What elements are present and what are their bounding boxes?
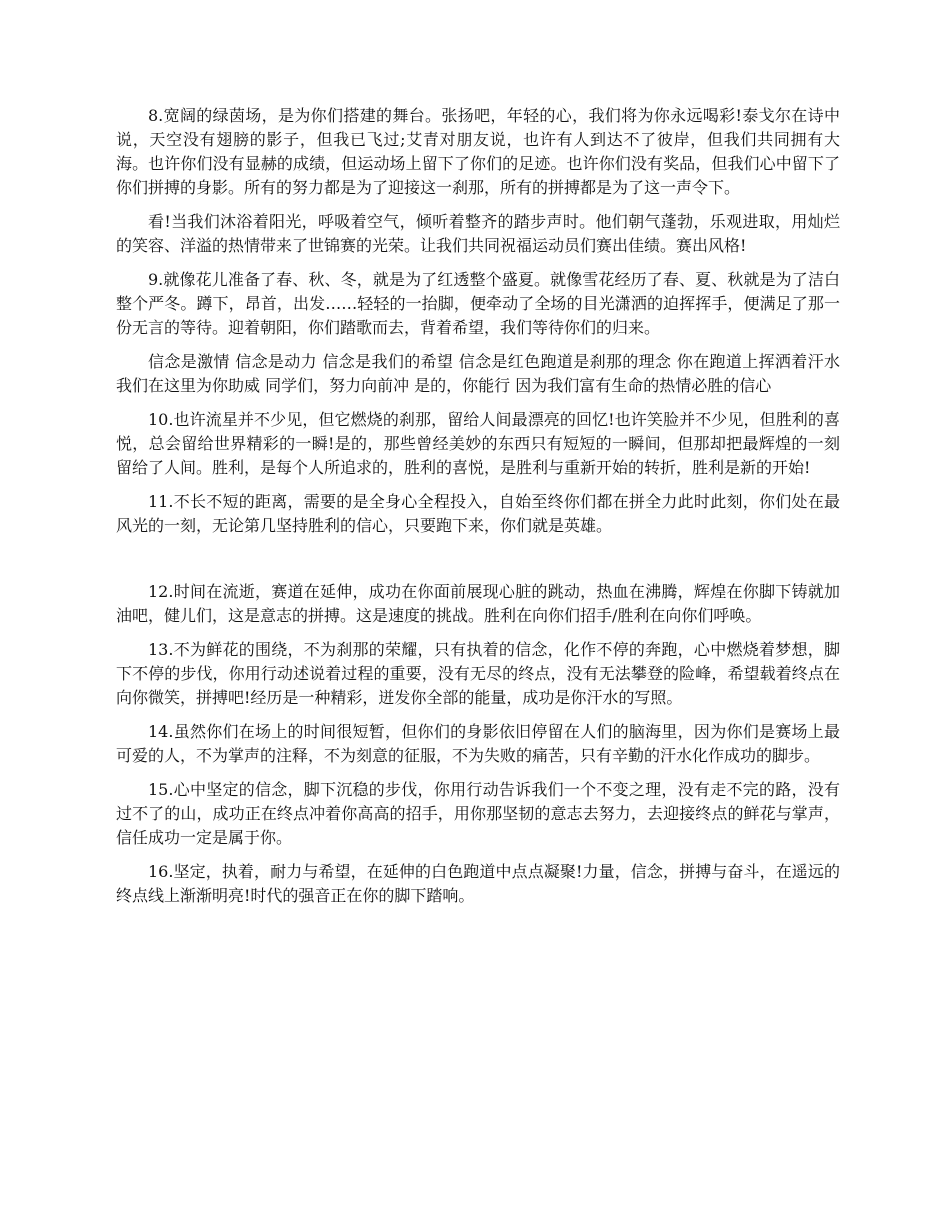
paragraph-10: 10.也许流星并不少见，但它燃烧的刹那，留给人间最漂亮的回忆!也许笑脸并不少见，但胜利的喜悦，总会留给世界精彩的一瞬!是的，那些曾经美妙的东西只有短短的一瞬间，但那却把最辉煌的一刻留给了人间。胜利，是每个人所追求的，胜利的喜悦，是胜利与重新开始的转折，胜利是新的开始! — [116, 410, 840, 477]
paragraph-12: 12.时间在流逝，赛道在延伸，成功在你面前展现心脏的跳动，热血在沸腾，辉煌在你脚下铸就加油吧，健儿们，这是意志的拼搏。这是速度的挑战。胜利在向你们招手/胜利在向你们呼唤。 — [116, 582, 840, 625]
paragraph-cheer: 看!当我们沐浴着阳光，呼吸着空气，倾听着整齐的踏步声时。他们朝气蓬勃，乐观进取，用灿烂的笑容、洋溢的热情带来了世锦赛的光荣。让我们共同祝福运动员们赛出佳绩。赛出风格! — [116, 212, 840, 255]
paragraph-16: 16.坚定，执着，耐力与希望，在延伸的白色跑道中点点凝聚!力量，信念，拼搏与奋斗，在遥远的终点线上渐渐明亮!时代的强音正在你的脚下踏响。 — [116, 862, 840, 905]
paragraph-8: 8.宽阔的绿茵场，是为你们搭建的舞台。张扬吧，年轻的心，我们将为你永远喝彩!泰戈尔在诗中说，天空没有翅膀的影子，但我已飞过;艾青对朋友说，也许有人到达不了彼岸，但我们共同拥有大海。也许你们没有显赫的成绩，但运动场上留下了你们的足迹。也许你们没有奖品，但我们心中留下了你们拼搏的身影。所有的努力都是为了迎接这一刹那，所有的拼搏都是为了这一声令下。 — [116, 106, 840, 197]
paragraph-11: 11.不长不短的距离，需要的是全身心全程投入，自始至终你们都在拼全力此时此刻，你们处在最风光的一刻，无论第几坚持胜利的信心，只要跑下来，你们就是英雄。 — [116, 492, 840, 535]
paragraph-14: 14.虽然你们在场上的时间很短暂，但你们的身影依旧停留在人们的脑海里，因为你们是赛场上最可爱的人，不为掌声的注释，不为刻意的征服，不为失败的痛苦，只有辛勤的汗水化作成功的脚步。 — [116, 722, 840, 765]
paragraph-9: 9.就像花儿准备了春、秋、冬，就是为了红透整个盛夏。就像雪花经历了春、夏、秋就是为了洁白整个严冬。蹲下，昂首，出发……轻轻的一抬脚，便牵动了全场的目光潇洒的迫挥挥手，便满足了那一份无言的等待。迎着朝阳，你们踏歌而去，背着希望，我们等待你们的归来。 — [116, 270, 840, 337]
paragraph-15: 15.心中坚定的信念，脚下沉稳的步伐，你用行动告诉我们一个不变之理，没有走不完的路，没有过不了的山，成功正在终点冲着你高高的招手，用你那坚韧的意志去努力，去迎接终点的鲜花与掌声，信任成功一定是属于你。 — [116, 780, 840, 847]
document-page — [116, 104, 840, 918]
paragraph-13: 13.不为鲜花的围绕，不为刹那的荣耀，只有执着的信念，化作不停的奔跑，心中燃烧着梦想，脚下不停的步伐，你用行动述说着过程的重要，没有无尽的终点，没有无法攀登的险峰，希望载着终点在向你微笑，拼搏吧!经历是一种精彩，迸发你全部的能量，成功是你汗水的写照。 — [116, 640, 840, 707]
paragraph-belief: 信念是激情 信念是动力 信念是我们的希望 信念是红色跑道是刹那的理念 你在跑道上挥洒着汗水 我们在这里为你助威 同学们，努力向前冲 是的，你能行 因为我们富有生命的热情必胜的信心 — [116, 352, 840, 395]
